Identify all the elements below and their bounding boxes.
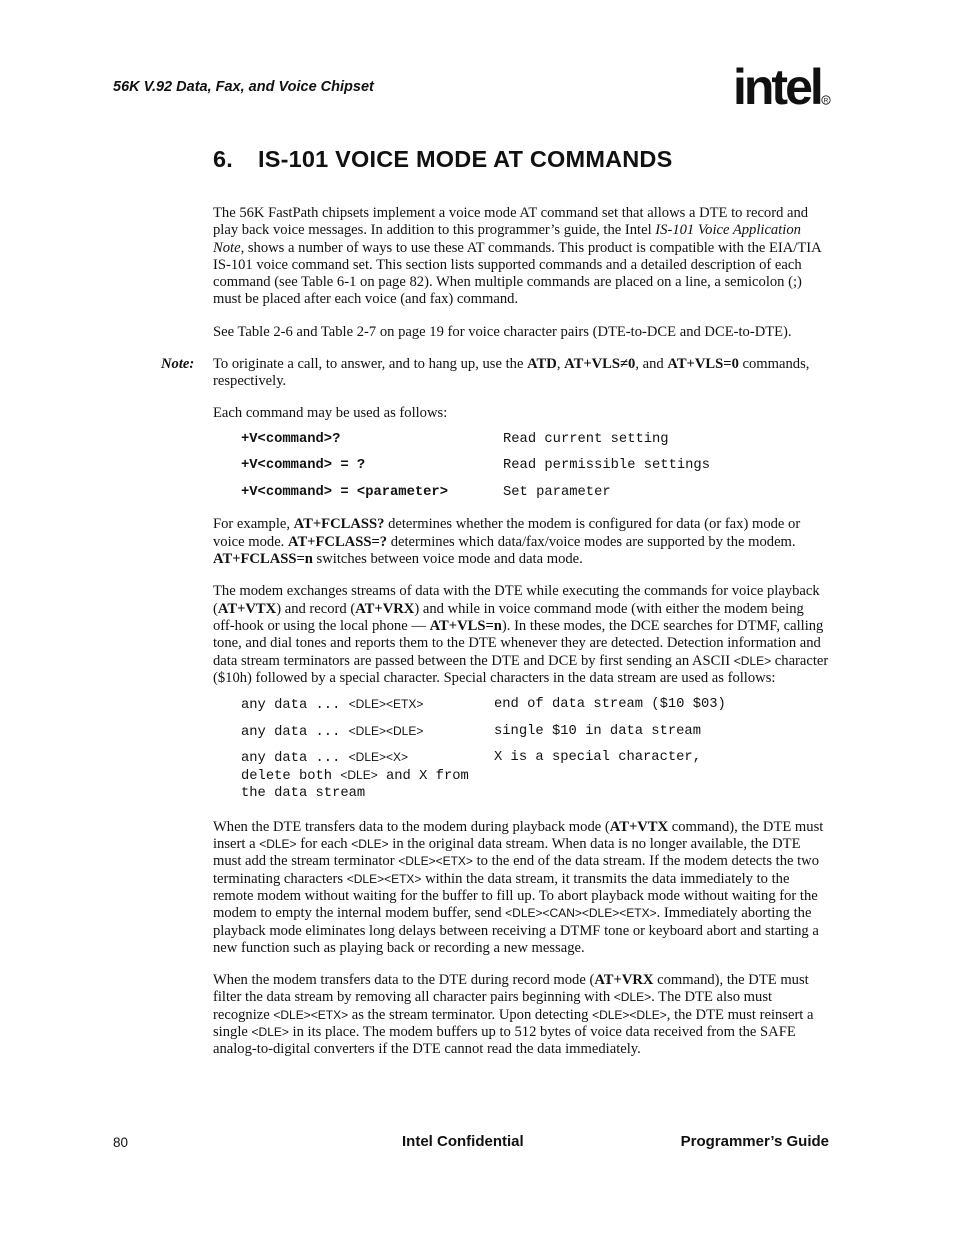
table-ref-link[interactable]: Table 2-7 on page 19 bbox=[320, 323, 444, 340]
continuation-text-1: delete both bbox=[241, 769, 341, 785]
record-text-1: When the modem transfers data to the DTE during record mode ( bbox=[213, 972, 595, 989]
playback-text-7: . Immediately aborting the playback mode eliminates long delays between receiving a DTMF tone or keyboard abort and starting a new function such as playing back or recording a new message. bbox=[213, 905, 819, 956]
note-text-2: , bbox=[556, 356, 565, 373]
registered-mark-letter: R bbox=[823, 97, 829, 105]
page-number: 80 bbox=[113, 1135, 129, 1150]
record-text-2: command), the DTE must filter the data stream by removing all character pairs beginning with bbox=[213, 972, 809, 1006]
data-prefix: any data ... bbox=[241, 698, 349, 714]
chapter-heading bbox=[213, 146, 672, 173]
note-text-3: , and bbox=[635, 356, 668, 373]
command-vls-zero: AT+VLS=0 bbox=[667, 356, 739, 373]
intro-paragraph bbox=[213, 205, 829, 309]
dle-token: <DLE> bbox=[351, 837, 389, 852]
intro-text-3: ). When multiple commands are placed on a line, a semicolon (;) must be placed after each voice (and fax) command. bbox=[213, 274, 802, 308]
header-doc-title: 56K V.92 Data, Fax, and Voice Chipset bbox=[113, 79, 374, 95]
body-text bbox=[161, 205, 829, 1074]
see-text-2: and bbox=[292, 323, 321, 340]
command-usage-row bbox=[241, 457, 829, 484]
note-label: Note: bbox=[161, 356, 195, 373]
see-text-1: See bbox=[213, 323, 238, 340]
confidentiality-label: Intel Confidential bbox=[402, 1133, 524, 1150]
command-atd: ATD bbox=[527, 356, 557, 373]
record-text-6: in its place. The modem buffers up to 512 bytes of voice data received from the SAFE analog-to-digital converters if the DTE cannot read the data immediately. bbox=[213, 1024, 796, 1058]
playback-text-2: command), the DTE must insert a bbox=[213, 818, 824, 853]
playback-paragraph bbox=[213, 819, 829, 957]
guide-title: Programmer’s Guide bbox=[680, 1133, 829, 1150]
dle-etx-token: <DLE><ETX> bbox=[398, 854, 473, 869]
intro-text-1: The 56K FastPath chipsets implement a voice mode AT command set that allows a DTE to record and play back voice messages. In addition to this programmer’s guide, the Intel bbox=[213, 205, 809, 239]
exchange-text-4: ). In these modes, the DCE searches for DTMF, calling tone, and dial tones and reports them to the DTE whenever they are detected. Detection information and data stream terminators are passed between the DTE and DCE by first sending an ASCII bbox=[213, 617, 824, 669]
intro-text-2: , shows a number of ways to use these AT commands. This product is compatible with the EIA/TIA IS-101 voice command set. This section lists supported commands and a detailed description of each command (see bbox=[213, 239, 821, 291]
special-char-continuation bbox=[241, 767, 829, 803]
command-vls-not-zero: AT+VLS≠0 bbox=[564, 356, 636, 373]
exchange-text-3: ) and while in voice command mode (with either the modem being off-hook or using the local phone — bbox=[213, 600, 804, 634]
dle-sequence: <DLE><DLE> bbox=[348, 723, 424, 738]
command-syntax: +V<command> = <parameter> bbox=[241, 484, 448, 500]
playback-text-5: to the end of the data stream. If the modem detects the two terminating characters bbox=[213, 853, 820, 887]
exchange-text-1: The modem exchanges streams of data with the DTE while executing the commands for voice playback ( bbox=[213, 583, 820, 617]
abort-sequence-token: <DLE><CAN><DLE><ETX> bbox=[505, 906, 657, 921]
playback-text-6: within the data stream, it transmits the data immediately to the remote modem without waiting for the buffer to fill up. To abort playback mode without waiting for the modem to empty the internal modem buffer, send bbox=[213, 870, 818, 922]
command-vrx: AT+VRX bbox=[594, 972, 654, 989]
example-text-3: determines which data/fax/voice modes are supported by the modem. bbox=[387, 533, 796, 550]
see-paragraph bbox=[213, 324, 829, 341]
record-text-5: , the DTE must reinsert a single bbox=[213, 1006, 814, 1040]
record-text-4: as the stream terminator. Upon detecting bbox=[348, 1006, 593, 1023]
dle-sequence: <DLE><ETX> bbox=[348, 697, 424, 712]
command-description: Set parameter bbox=[503, 484, 611, 500]
command-description: Read permissible settings bbox=[503, 458, 710, 474]
dle-token: <DLE> bbox=[251, 1025, 289, 1039]
exchange-text-2: ) and record ( bbox=[276, 600, 356, 617]
example-paragraph bbox=[213, 516, 829, 568]
command-fclass-set: AT+FCLASS=n bbox=[213, 551, 313, 568]
playback-text-4: in the original data stream. When data is no longer available, the DTE must add the stream terminator bbox=[213, 836, 801, 870]
dle-token: <DLE> bbox=[733, 653, 772, 668]
continuation-line-2: the data stream bbox=[241, 786, 366, 802]
dle-token: <DLE> bbox=[340, 768, 378, 783]
record-paragraph bbox=[213, 972, 829, 1058]
command-fclass-query: AT+FCLASS? bbox=[293, 516, 385, 533]
dle-etx-token: <DLE><ETX> bbox=[346, 871, 422, 886]
exchange-paragraph bbox=[213, 583, 829, 687]
each-command-intro: Each command may be used as follows: bbox=[213, 404, 448, 421]
chapter-title: IS-101 VOICE MODE AT COMMANDS bbox=[258, 146, 673, 172]
command-fclass-range: AT+FCLASS=? bbox=[287, 533, 388, 550]
example-text-1: For example, bbox=[213, 516, 294, 533]
dle-token: <DLE> bbox=[613, 990, 652, 1005]
command-vtx: AT+VTX bbox=[609, 818, 669, 835]
intel-logo-wordmark: intel bbox=[733, 60, 821, 115]
app-note-title: IS-101 Voice Application Note bbox=[213, 222, 801, 256]
command-usage-row bbox=[241, 484, 829, 511]
sequence-meaning: single $10 in data stream bbox=[494, 723, 701, 739]
command-syntax: +V<command> = ? bbox=[241, 458, 366, 474]
continuation-line-1 bbox=[241, 767, 829, 785]
note-text-4: commands, respectively. bbox=[213, 356, 810, 390]
special-char-row bbox=[241, 723, 829, 750]
table-ref-link[interactable]: Table 6-1 on page 82 bbox=[301, 274, 425, 291]
playback-text-3: for each bbox=[296, 836, 352, 853]
note-text-1: To originate a call, to answer, and to hang up, use the bbox=[213, 356, 528, 373]
record-text-3: . The DTE also must recognize bbox=[213, 989, 773, 1023]
special-char-row bbox=[241, 696, 829, 723]
dle-etx-token: <DLE><ETX> bbox=[273, 1007, 349, 1022]
sequence-meaning: end of data stream ($10 $03) bbox=[494, 697, 726, 713]
command-vrx: AT+VRX bbox=[355, 600, 415, 617]
note-block bbox=[161, 356, 829, 391]
exchange-text-5: character ($10h) followed by a special character. Special characters in the data stream are used as follows: bbox=[213, 652, 829, 686]
sequence-meaning: X is a special character, bbox=[494, 750, 701, 766]
note-text bbox=[213, 356, 829, 391]
continuation-text-2: and X from bbox=[377, 769, 469, 785]
command-usage-row bbox=[241, 431, 829, 458]
command-vtx: AT+VTX bbox=[217, 600, 277, 617]
command-vls-n: AT+VLS=n bbox=[429, 617, 502, 634]
dle-token: <DLE> bbox=[259, 837, 297, 852]
data-prefix: any data ... bbox=[241, 724, 349, 740]
playback-text-1: When the DTE transfers data to the modem during playback mode ( bbox=[213, 818, 610, 835]
chapter-number: 6. bbox=[213, 146, 233, 172]
special-char-row bbox=[241, 749, 829, 767]
table-ref-link[interactable]: Table 2-6 bbox=[237, 323, 293, 340]
data-sequence bbox=[241, 749, 408, 767]
example-text-2: determines whether the modem is configured for data (or fax) mode or voice mode. bbox=[213, 516, 801, 550]
dle-sequence: <DLE><X> bbox=[348, 750, 409, 765]
see-text-3: for voice character pairs (DTE-to-DCE and DCE-to-DTE). bbox=[443, 323, 792, 340]
command-description: Read current setting bbox=[503, 431, 669, 447]
intel-logo bbox=[733, 60, 833, 118]
example-text-4: switches between voice mode and data mode. bbox=[312, 551, 583, 568]
data-sequence bbox=[241, 723, 423, 741]
dle-dle-token: <DLE><DLE> bbox=[592, 1007, 667, 1022]
command-syntax: +V<command>? bbox=[241, 431, 341, 447]
data-prefix: any data ... bbox=[241, 751, 349, 767]
data-sequence bbox=[241, 696, 423, 714]
